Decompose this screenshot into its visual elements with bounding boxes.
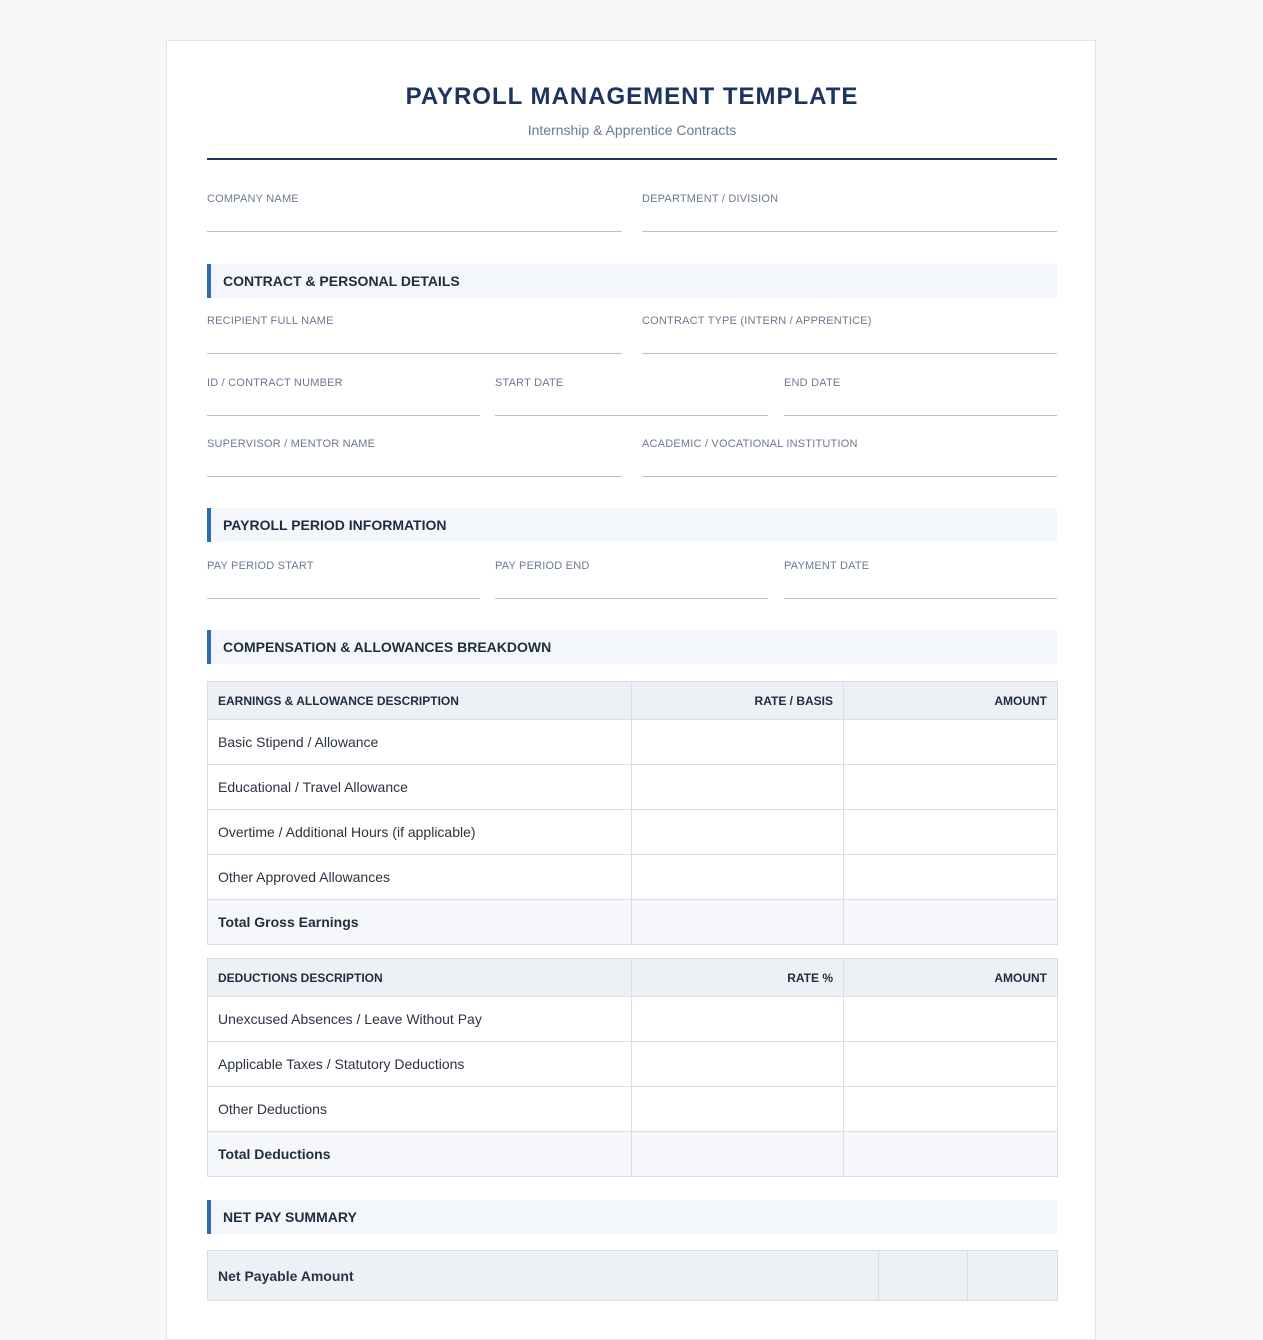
start-date-line bbox=[495, 415, 768, 416]
payment-date-line bbox=[784, 598, 1057, 599]
deductions-desc-header: DEDUCTIONS DESCRIPTION bbox=[208, 959, 632, 997]
earnings-rate-header: RATE / BASIS bbox=[632, 682, 844, 720]
section-payroll-period bbox=[207, 508, 1057, 542]
deductions-row-label: Unexcused Absences / Leave Without Pay bbox=[208, 997, 632, 1042]
department-field[interactable] bbox=[642, 193, 1057, 205]
supervisor-field[interactable] bbox=[207, 438, 622, 450]
earnings-rate-cell[interactable] bbox=[632, 810, 844, 855]
deductions-rate-cell[interactable] bbox=[632, 1042, 844, 1087]
deductions-amount-header: AMOUNT bbox=[844, 959, 1058, 997]
net-pay-amount-cell[interactable] bbox=[968, 1251, 1058, 1301]
table-row bbox=[208, 810, 1058, 855]
table-row bbox=[208, 855, 1058, 900]
contract-type-line bbox=[642, 353, 1057, 354]
table-row bbox=[208, 1087, 1058, 1132]
earnings-amount-header: AMOUNT bbox=[844, 682, 1058, 720]
deductions-total-rate-cell[interactable] bbox=[632, 1132, 844, 1177]
earnings-header-row bbox=[208, 682, 1058, 720]
end-date-line bbox=[784, 415, 1057, 416]
section-net-title: NET PAY SUMMARY bbox=[223, 1209, 357, 1225]
earnings-amount-cell[interactable] bbox=[844, 855, 1058, 900]
table-row bbox=[208, 1042, 1058, 1087]
deductions-amount-cell[interactable] bbox=[844, 997, 1058, 1042]
contract-type-field[interactable] bbox=[642, 315, 1057, 327]
net-pay-label: Net Payable Amount bbox=[208, 1251, 879, 1301]
page-title: PAYROLL MANAGEMENT TEMPLATE bbox=[405, 83, 859, 110]
net-pay-row bbox=[208, 1251, 1058, 1301]
period-end-line bbox=[495, 598, 768, 599]
payment-date-field[interactable] bbox=[784, 560, 1057, 572]
earnings-table bbox=[207, 681, 1058, 945]
deductions-total-label: Total Deductions bbox=[208, 1132, 632, 1177]
end-date-field[interactable] bbox=[784, 377, 1057, 389]
earnings-row-label: Overtime / Additional Hours (if applicable) bbox=[208, 810, 632, 855]
company-name-field[interactable] bbox=[207, 193, 622, 205]
earnings-total-amount-cell[interactable] bbox=[844, 900, 1058, 945]
earnings-amount-cell[interactable] bbox=[844, 810, 1058, 855]
deductions-rate-cell[interactable] bbox=[632, 997, 844, 1042]
period-end-label: PAY PERIOD END bbox=[495, 560, 590, 572]
company-name-line bbox=[207, 231, 622, 232]
recipient-name-line bbox=[207, 353, 622, 354]
earnings-rate-cell[interactable] bbox=[632, 855, 844, 900]
earnings-row-label: Other Approved Allowances bbox=[208, 855, 632, 900]
net-pay-cell[interactable] bbox=[879, 1251, 968, 1301]
deductions-total-amount-cell[interactable] bbox=[844, 1132, 1058, 1177]
deductions-rate-cell[interactable] bbox=[632, 1087, 844, 1132]
institution-label: ACADEMIC / VOCATIONAL INSTITUTION bbox=[642, 438, 858, 450]
id-number-label: ID / CONTRACT NUMBER bbox=[207, 377, 343, 389]
period-end-field[interactable] bbox=[495, 560, 768, 572]
section-net-pay bbox=[207, 1200, 1057, 1234]
period-start-field[interactable] bbox=[207, 560, 480, 572]
table-row bbox=[208, 997, 1058, 1042]
start-date-field[interactable] bbox=[495, 377, 768, 389]
deductions-amount-cell[interactable] bbox=[844, 1042, 1058, 1087]
page-subtitle: Internship & Apprentice Contracts bbox=[527, 122, 737, 138]
section-compensation-title: COMPENSATION & ALLOWANCES BREAKDOWN bbox=[223, 639, 552, 655]
table-row bbox=[208, 720, 1058, 765]
department-line bbox=[642, 231, 1057, 232]
deductions-total-row bbox=[208, 1132, 1058, 1177]
section-contract-details bbox=[207, 264, 1057, 298]
table-row bbox=[208, 765, 1058, 810]
department-label: DEPARTMENT / DIVISION bbox=[642, 193, 779, 205]
period-start-label: PAY PERIOD START bbox=[207, 560, 314, 572]
id-number-line bbox=[207, 415, 480, 416]
document-page bbox=[166, 40, 1096, 1340]
institution-line bbox=[642, 476, 1057, 477]
deductions-amount-cell[interactable] bbox=[844, 1087, 1058, 1132]
earnings-total-row bbox=[208, 900, 1058, 945]
supervisor-label: SUPERVISOR / MENTOR NAME bbox=[207, 438, 376, 450]
earnings-total-label: Total Gross Earnings bbox=[208, 900, 632, 945]
id-number-field[interactable] bbox=[207, 377, 480, 389]
earnings-total-rate-cell[interactable] bbox=[632, 900, 844, 945]
recipient-name-field[interactable] bbox=[207, 315, 622, 327]
section-contract-title: CONTRACT & PERSONAL DETAILS bbox=[223, 273, 460, 289]
payment-date-label: PAYMENT DATE bbox=[784, 560, 870, 572]
earnings-rate-cell[interactable] bbox=[632, 765, 844, 810]
deductions-row-label: Other Deductions bbox=[208, 1087, 632, 1132]
start-date-label: START DATE bbox=[495, 377, 564, 389]
earnings-amount-cell[interactable] bbox=[844, 720, 1058, 765]
end-date-label: END DATE bbox=[784, 377, 841, 389]
deductions-row-label: Applicable Taxes / Statutory Deductions bbox=[208, 1042, 632, 1087]
net-pay-table bbox=[207, 1250, 1058, 1301]
deductions-table bbox=[207, 958, 1058, 1177]
section-period-title: PAYROLL PERIOD INFORMATION bbox=[223, 517, 447, 533]
contract-type-label: CONTRACT TYPE (INTERN / APPRENTICE) bbox=[642, 315, 872, 327]
section-compensation bbox=[207, 630, 1057, 664]
supervisor-line bbox=[207, 476, 622, 477]
earnings-row-label: Basic Stipend / Allowance bbox=[208, 720, 632, 765]
title-divider bbox=[207, 158, 1057, 160]
earnings-row-label: Educational / Travel Allowance bbox=[208, 765, 632, 810]
company-name-label: COMPANY NAME bbox=[207, 193, 299, 205]
institution-field[interactable] bbox=[642, 438, 1057, 450]
earnings-rate-cell[interactable] bbox=[632, 720, 844, 765]
earnings-amount-cell[interactable] bbox=[844, 765, 1058, 810]
earnings-desc-header: EARNINGS & ALLOWANCE DESCRIPTION bbox=[208, 682, 632, 720]
recipient-name-label: RECIPIENT FULL NAME bbox=[207, 315, 334, 327]
deductions-header-row bbox=[208, 959, 1058, 997]
period-start-line bbox=[207, 598, 480, 599]
deductions-rate-header: RATE % bbox=[632, 959, 844, 997]
